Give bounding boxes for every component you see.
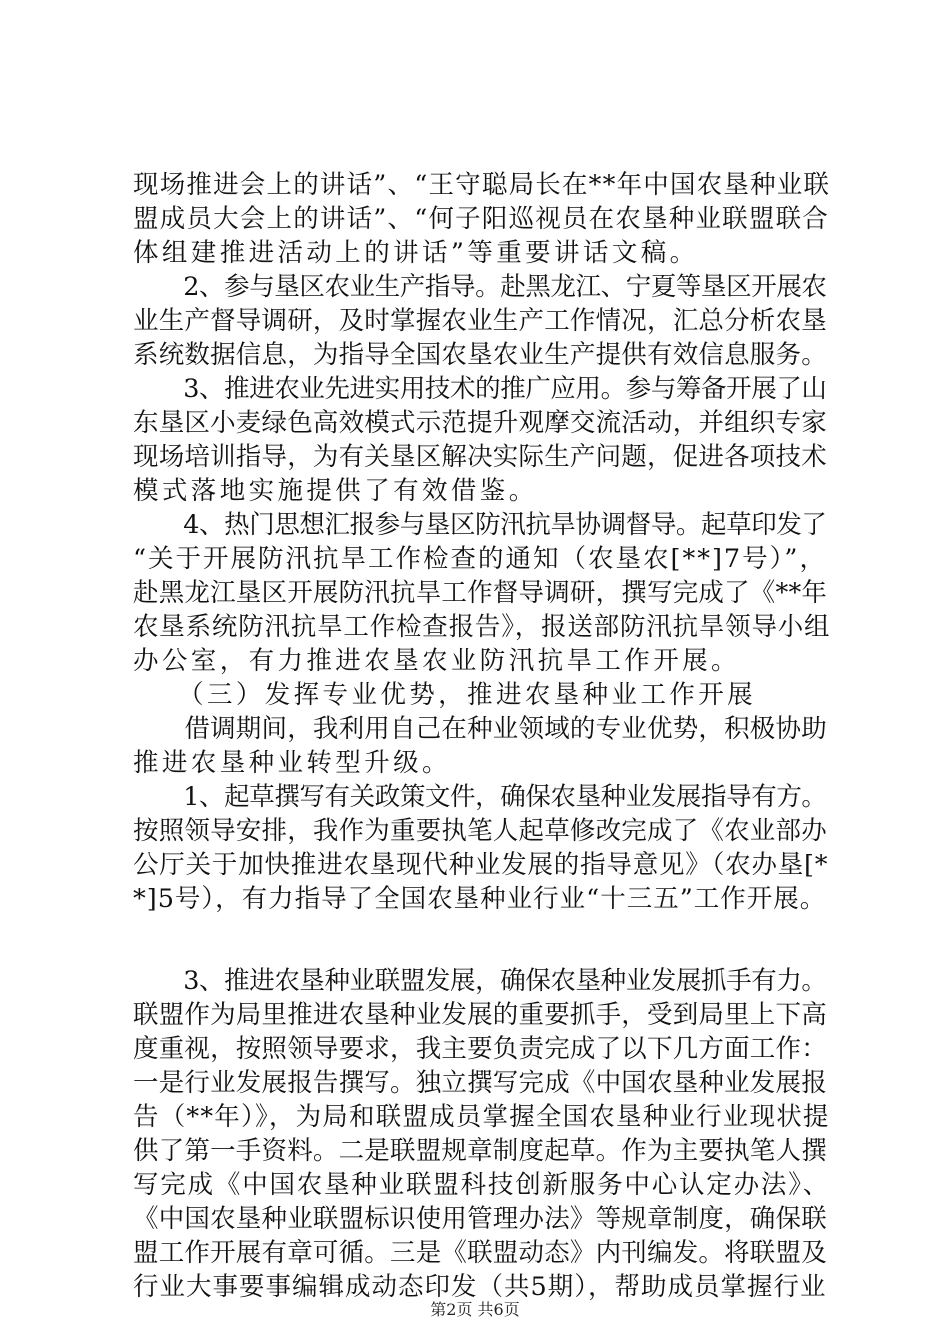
text-line: 现场推进会上的讲话”、“王守聪局长在**年中国农垦种业联	[133, 170, 831, 200]
text-line: 公厅关于加快推进农垦现代种业发展的指导意见》（农办垦[*	[133, 850, 829, 880]
text-line: 联盟作为局里推进农垦种业发展的重要抓手，受到局里上下高	[133, 1000, 827, 1030]
text-line: 行业大事要事编辑成动态印发（共5期），帮助成员掌握行业	[133, 1272, 827, 1302]
text-line: 按照领导安排，我作为重要执笔人起草修改完成了《农业部办	[133, 816, 827, 846]
text-line: 办公室，有力推进农垦农业防汛抗旱工作开展。	[133, 646, 740, 676]
text-line: 2、参与垦区农业生产指导。赴黑龙江、宁夏等垦区开展农	[133, 272, 827, 302]
text-line: 系统数据信息，为指导全国农垦农业生产提供有效信息服务。	[133, 340, 827, 370]
text-line: 农垦系统防汛抗旱工作检查报告》，报送部防汛抗旱领导小组	[133, 612, 831, 642]
text-line: 3、推进农垦种业联盟发展，确保农垦种业发展抓手有力。	[133, 966, 827, 996]
text-line: 告（**年）》，为局和联盟成员掌握全国农垦种业行业现状提	[133, 1102, 830, 1132]
text-line: 赴黑龙江垦区开展防汛抗旱工作督导调研，撰写完成了《**年	[133, 578, 828, 608]
text-line: 盟工作开展有章可循。三是《联盟动态》内刊编发。将联盟及	[133, 1238, 827, 1268]
text-line: 现场培训指导，为有关垦区解决实际生产问题，促进各项技术	[133, 442, 827, 472]
text-line: 4、热门思想汇报参与垦区防汛抗旱协调督导。起草印发了	[133, 510, 827, 540]
section-heading: （三）发挥专业优势，推进农垦种业工作开展	[133, 680, 757, 710]
text-line: 东垦区小麦绿色高效模式示范提升观摩交流活动，并组织专家	[133, 408, 827, 438]
text-line: 3、推进农业先进实用技术的推广应用。参与筹备开展了山	[133, 374, 827, 404]
page-number-footer: 第2页 共6页	[430, 1300, 520, 1319]
text-line: 1、起草撰写有关政策文件，确保农垦种业发展指导有方。	[133, 782, 827, 812]
text-line: 业生产督导调研，及时掌握农业生产工作情况，汇总分析农垦	[133, 306, 827, 336]
text-line: 度重视，按照领导要求，我主要负责完成了以下几方面工作：	[133, 1034, 827, 1064]
text-line: “关于开展防汛抗旱工作检查的通知（农垦农[**]7号）”，	[133, 544, 827, 574]
text-line: 《中国农垦种业联盟标识使用管理办法》等规章制度，确保联	[133, 1204, 827, 1234]
text-line: *]5号），有力指导了全国农垦种业行业“十三五”工作开展。	[133, 884, 827, 914]
text-line: 借调期间，我利用自己在种业领域的专业优势，积极协助	[133, 714, 827, 744]
text-line: 推进农垦种业转型升级。	[133, 748, 451, 778]
text-line: 一是行业发展报告撰写。独立撰写完成《中国农垦种业发展报	[133, 1068, 827, 1098]
text-line: 体组建推进活动上的讲话”等重要讲话文稿。	[133, 238, 699, 268]
text-line: 模式落地实施提供了有效借鉴。	[133, 476, 538, 506]
text-line: 写完成《中国农垦种业联盟科技创新服务中心认定办法》、	[133, 1170, 831, 1200]
text-line: 盟成员大会上的讲话”、“何子阳巡视员在农垦种业联盟联合	[133, 204, 829, 234]
text-line: 供了第一手资料。二是联盟规章制度起草。作为主要执笔人撰	[133, 1136, 827, 1166]
